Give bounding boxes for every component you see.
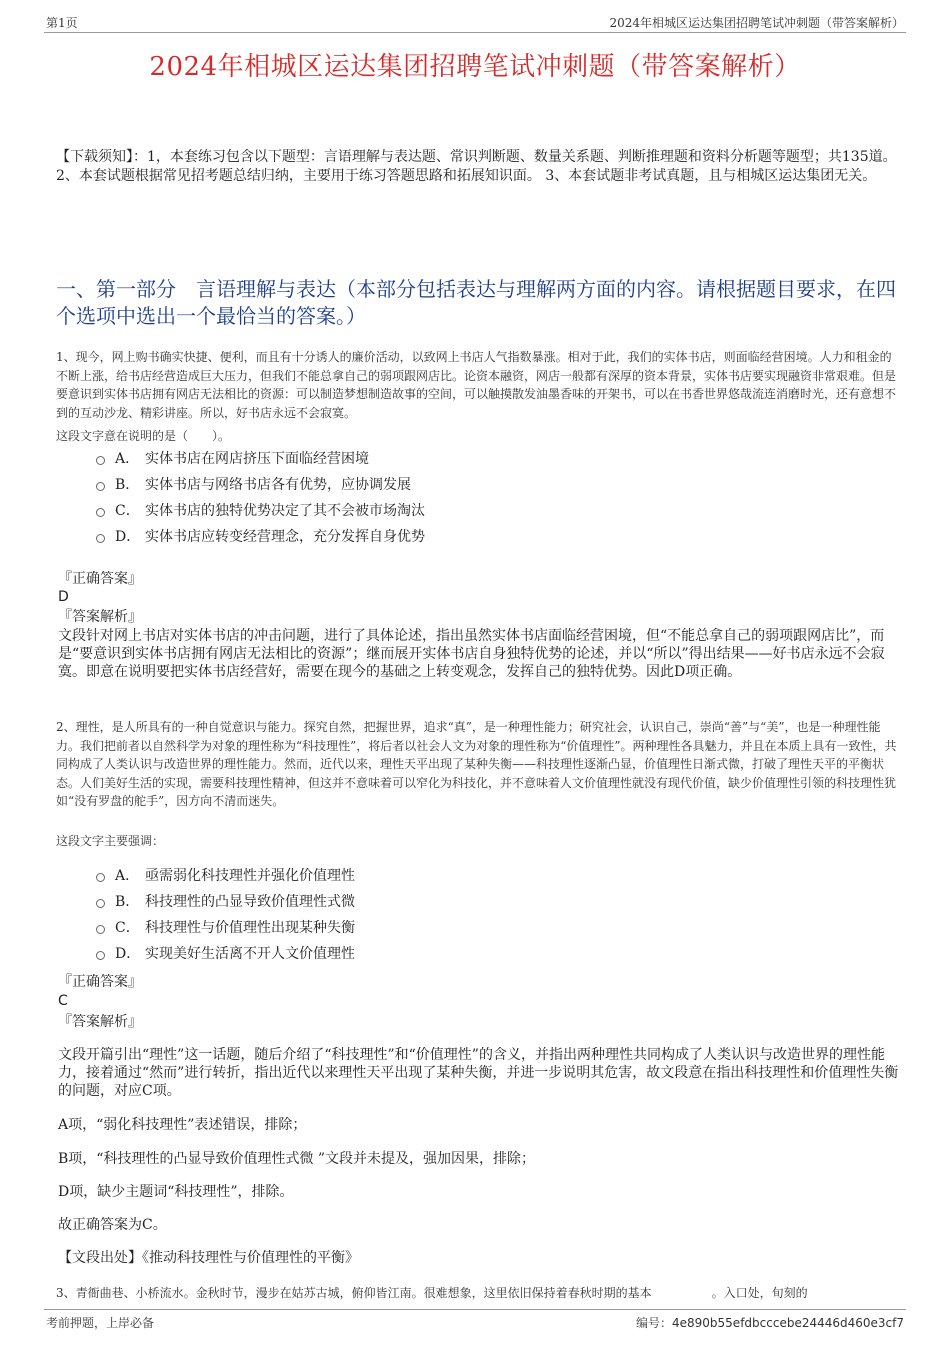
option-text: 实体书店应转变经营理念，充分发挥自身优势 [145, 529, 425, 545]
question-3-text: 3、青衙曲巷、小桥流水。金秋时节，漫步在姑苏古城，俯仰皆江南。很难想象，这里依旧保持着春秋时期的基本 。入口处，旬刻的 [56, 1286, 808, 1300]
footer-slogan: 考前押题，上岸必备 [46, 1316, 155, 1330]
download-notice: 【下载须知】：1，本套练习包含以下题型：言语理解与表达题、常识判断题、数量关系题、判断推理题和资料分析题等题型；共135道。 2、本套试题根据常见招考题总结归纳，主要用于练习答题思路和拓展知识面。 3、本套试题非考试真题，且与相城区运达集团无关。 [56, 149, 897, 184]
radio-icon[interactable] [96, 899, 105, 908]
question-1-option-b[interactable] [96, 476, 411, 494]
option-letter: D． [115, 946, 141, 962]
footer-divider [44, 1309, 906, 1310]
radio-icon[interactable] [96, 508, 105, 517]
footer-code: 编号：4e890b55efdbcccebe24446d460e3cf7 [636, 1316, 904, 1330]
question-2-option-c[interactable] [96, 919, 355, 937]
question-2-conclusion: 故正确答案为C。 [58, 1217, 167, 1233]
question-2-analysis: 文段开篇引出“理性”这一话题，随后介绍了“科技理性”和“价值理性”的含义，并指出两种理性共同构成了人类认识与改造世界的理性能力，接着通过“然而”进行转折，指出近代以来理性天平出现了某种失衡，并进一步说明其危害，故文段意在指出科技理性和价值理性失衡的问题，对应C项。 [58, 1047, 899, 1099]
question-1-analysis: 文段针对网上书店对实体书店的冲击问题，进行了具体论述，指出虽然实体书店面临经营困境，但“不能总拿自己的弱项跟网店比”，而是“要意识到实体书店拥有网店无法相比的资源”；继而展开实体书店自身独特优势的论述，并以“所以”得出结果——好书店永远不会寂寞。即意在说明要把实体书店经营好，需要在现今的基础之上转变观念，发挥自己的独特优势。因此D项正确。 [58, 628, 885, 680]
radio-icon[interactable] [96, 482, 105, 491]
option-text: 科技理性与价值理性出现某种失衡 [145, 920, 355, 936]
option-text: 实体书店在网店挤压下面临经营困境 [145, 451, 369, 467]
option-letter: B． [115, 477, 140, 493]
radio-icon[interactable] [96, 534, 105, 543]
radio-icon[interactable] [96, 873, 105, 882]
section-heading: 一、第一部分 言语理解与表达（本部分包括表达与理解两方面的内容。请根据题目要求，在四个选项中选出一个最恰当的答案。） [56, 277, 896, 328]
option-letter: C． [115, 920, 140, 936]
question-2-source: 【文段出处】《推动科技理性与价值理性的平衡》 [58, 1250, 359, 1266]
page-number: 第1页 [46, 16, 78, 30]
option-letter: B． [115, 894, 140, 910]
document-title: 2024年相城区运达集团招聘笔试冲刺题（带答案解析） [149, 52, 801, 82]
question-1-option-a[interactable] [96, 450, 369, 468]
question-1-analysis-label: 『答案解析』 [58, 609, 142, 625]
question-1-option-c[interactable] [96, 502, 425, 520]
header-divider [44, 32, 906, 33]
option-letter: A． [115, 451, 140, 467]
radio-icon[interactable] [96, 456, 105, 465]
option-text: 亟需弱化科技理性并强化价值理性 [145, 868, 355, 884]
option-text: 实现美好生活离不开人文价值理性 [145, 946, 355, 962]
question-1-text: 1、现今，网上购书确实快捷、便利，而且有十分诱人的廉价活动，以致网上书店人气指数暴涨。相对于此，我们的实体书店，则面临经营困境。人力和租金的不断上涨，给书店经营造成巨大压力，但我们不能总拿自己的弱项跟网店比。论资本融资，网店一般都有深厚的资本背景，实体书店要实现融资非常艰难。但是要意识到实体书店拥有网店无法相比的资源：可以制造梦想制造故事的空间，可以触摸散发油墨香味的开架书，可以在书香世界悠哉流连消磨时光，还有意想不到的互动沙龙、精彩讲座。所以，好书店永远不会寂寞。 [56, 350, 897, 420]
option-letter: C． [115, 503, 140, 519]
question-2-note-b: B项，“科技理性的凸显导致价值理性式微 ”文段并未提及，强加因果，排除； [58, 1151, 536, 1167]
radio-icon[interactable] [96, 951, 105, 960]
option-text: 实体书店与网络书店各有优势，应协调发展 [145, 477, 411, 493]
question-2-stem: 这段文字主要强调： [56, 834, 165, 848]
question-2-answer: C [58, 993, 68, 1009]
header-doc-title: 2024年相城区运达集团招聘笔试冲刺题（带答案解析） [609, 16, 904, 30]
question-2-note-d: D项，缺少主题词“科技理性”，排除。 [58, 1184, 294, 1200]
option-letter: D． [115, 529, 141, 545]
question-2-answer-label: 『正确答案』 [58, 974, 142, 990]
question-1-option-d[interactable] [96, 528, 425, 546]
question-2-note-a: A项，“弱化科技理性”表述错误，排除； [58, 1117, 307, 1133]
option-letter: A． [115, 868, 140, 884]
question-2-option-b[interactable] [96, 893, 355, 911]
question-2-option-d[interactable] [96, 945, 355, 963]
question-2-option-a[interactable] [96, 867, 355, 885]
question-2-analysis-label: 『答案解析』 [58, 1014, 142, 1030]
question-1-answer: D [58, 589, 69, 605]
question-1-answer-label: 『正确答案』 [58, 571, 142, 587]
option-text: 实体书店的独特优势决定了其不会被市场淘汰 [145, 503, 425, 519]
question-1-stem: 这段文字意在说明的是（ ）。 [56, 429, 231, 443]
option-text: 科技理性的凸显导致价值理性式微 [145, 894, 355, 910]
question-2-text: 2、理性，是人所具有的一种自觉意识与能力。探究自然，把握世界，追求“真”，是一种理性能力；研究社会，认识自己，崇尚“善”与“美”，也是一种理性能力。我们把前者以自然科学为对象的理性称为“科技理性”，将后者以社会人文为对象的理性称为“价值理性”。两种理性各具魅力，并且在本质上具有一致性，共同构成了人类认识与改造世界的理性能力。然而，近代以来，理性天平出现了某种失衡——科技理性逐渐凸显，价值理性日渐式微，打破了理性天平的平衡状态。人们美好生活的实现，需要科技理性精神，但这并不意味着可以窄化为科技化，并不意味着人文价值理性就没有现代价值，缺少价值理性引领的科技理性犹如“没有罗盘的舵手”，因方向不清而迷失。 [56, 720, 897, 808]
radio-icon[interactable] [96, 925, 105, 934]
